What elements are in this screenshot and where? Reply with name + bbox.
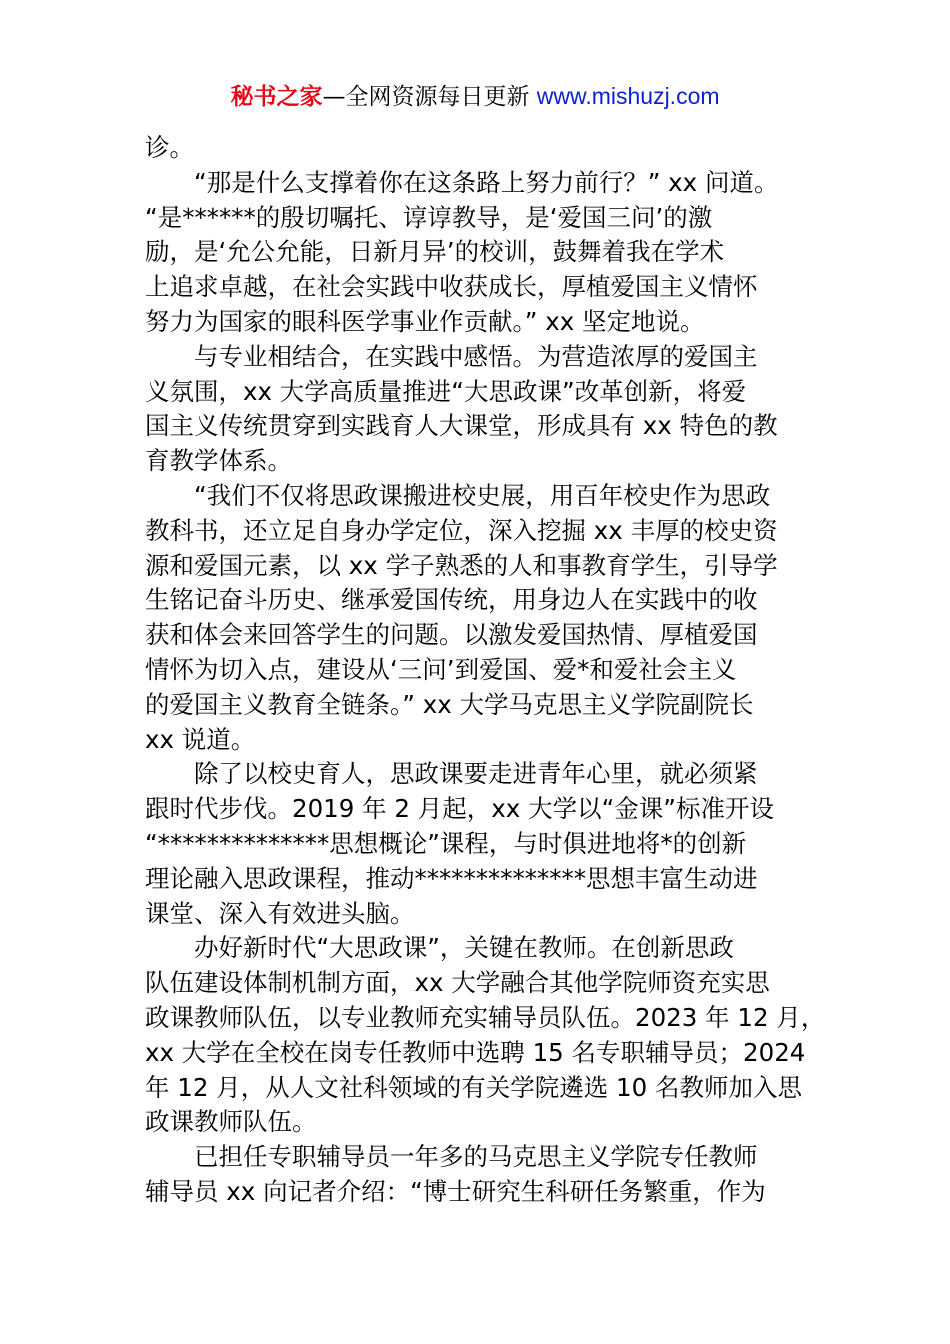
text-line: 政课教师队伍。 — [145, 1107, 317, 1137]
text-line: 年 12 月，从人文社科领域的有关学院遴选 10 名教师加入思 — [145, 1072, 802, 1102]
text-line: 获和体会来回答学生的问题。以激发爱国热情、厚植爱国 — [145, 620, 758, 650]
site-url-link[interactable]: www.mishuzj.com — [536, 83, 720, 109]
text-line: 励，是‘允公允能，日新月异’的校训，鼓舞着我在学术 — [145, 237, 725, 267]
text-line: 除了以校史育人，思政课要走进青年心里，就必须紧 — [145, 759, 758, 789]
text-line: 跟时代步伐。2019 年 2 月起，xx 大学以“金课”标准开设 — [145, 794, 774, 824]
text-line: 源和爱国元素，以 xx 学子熟悉的人和事教育学生，引导学 — [145, 550, 778, 580]
site-brand: 秘书之家 — [230, 84, 323, 110]
text-line: xx 说道。 — [145, 724, 256, 754]
text-line: 生铭记奋斗历史、继承爱国传统，用身边人在实践中的收 — [145, 585, 758, 615]
text-line: xx 大学在全校在岗专任教师中选聘 15 名专职辅导员；2024 — [145, 1037, 806, 1067]
text-line: 课堂、深入有效进头脑。 — [145, 898, 415, 928]
text-line: 育教学体系。 — [145, 446, 292, 476]
text-line: 政课教师队伍，以专业教师充实辅导员队伍。2023 年 12 月， — [145, 1002, 826, 1032]
site-header — [0, 80, 950, 113]
text-line: 国主义传统贯穿到实践育人大课堂，形成具有 xx 特色的教 — [145, 411, 778, 441]
text-line: “我们不仅将思政课搬进校史展，用百年校史作为思政 — [145, 480, 771, 510]
site-tagline: —全网资源每日更新 — [322, 84, 537, 110]
text-line: 努力为国家的眼科医学事业作贡献。” xx 坚定地说。 — [145, 306, 705, 336]
text-line: 的爱国主义教育全链条。” xx 大学马克思主义学院副院长 — [145, 689, 754, 719]
text-line: 情怀为切入点，建设从‘三问’到爱国、爱*和爱社会主义 — [145, 654, 737, 684]
text-line: “那是什么支撑着你在这条路上努力前行？” xx 问道。 — [145, 167, 779, 197]
text-line: “**************思想概论”课程，与时俱进地将*的创新 — [145, 828, 747, 858]
text-line: 上追求卓越，在社会实践中收获成长，厚植爱国主义情怀 — [145, 272, 758, 302]
text-line: 队伍建设体制机制方面，xx 大学融合其他学院师资充实思 — [145, 968, 770, 998]
text-line: “是******的殷切嘱托、谆谆教导，是‘爱国三问’的激 — [145, 202, 713, 232]
text-line: 教科书，还立足自身办学定位，深入挖掘 xx 丰厚的校史资 — [145, 515, 778, 545]
text-line: 义氛围，xx 大学高质量推进“大思政课”改革创新，将爱 — [145, 376, 747, 406]
document-body — [145, 131, 825, 1210]
text-line: 与专业相结合，在实践中感悟。为营造浓厚的爱国主 — [145, 341, 758, 371]
text-line: 办好新时代“大思政课”，关键在教师。在创新思政 — [145, 933, 734, 963]
text-line: 诊。 — [145, 133, 194, 162]
text-line: 已担任专职辅导员一年多的马克思主义学院专任教师 — [145, 1142, 758, 1172]
text-line: 理论融入思政课程，推动**************思想丰富生动进 — [145, 863, 758, 893]
text-line: 辅导员 xx 向记者介绍：“博士研究生科研任务繁重，作为 — [145, 1176, 766, 1206]
